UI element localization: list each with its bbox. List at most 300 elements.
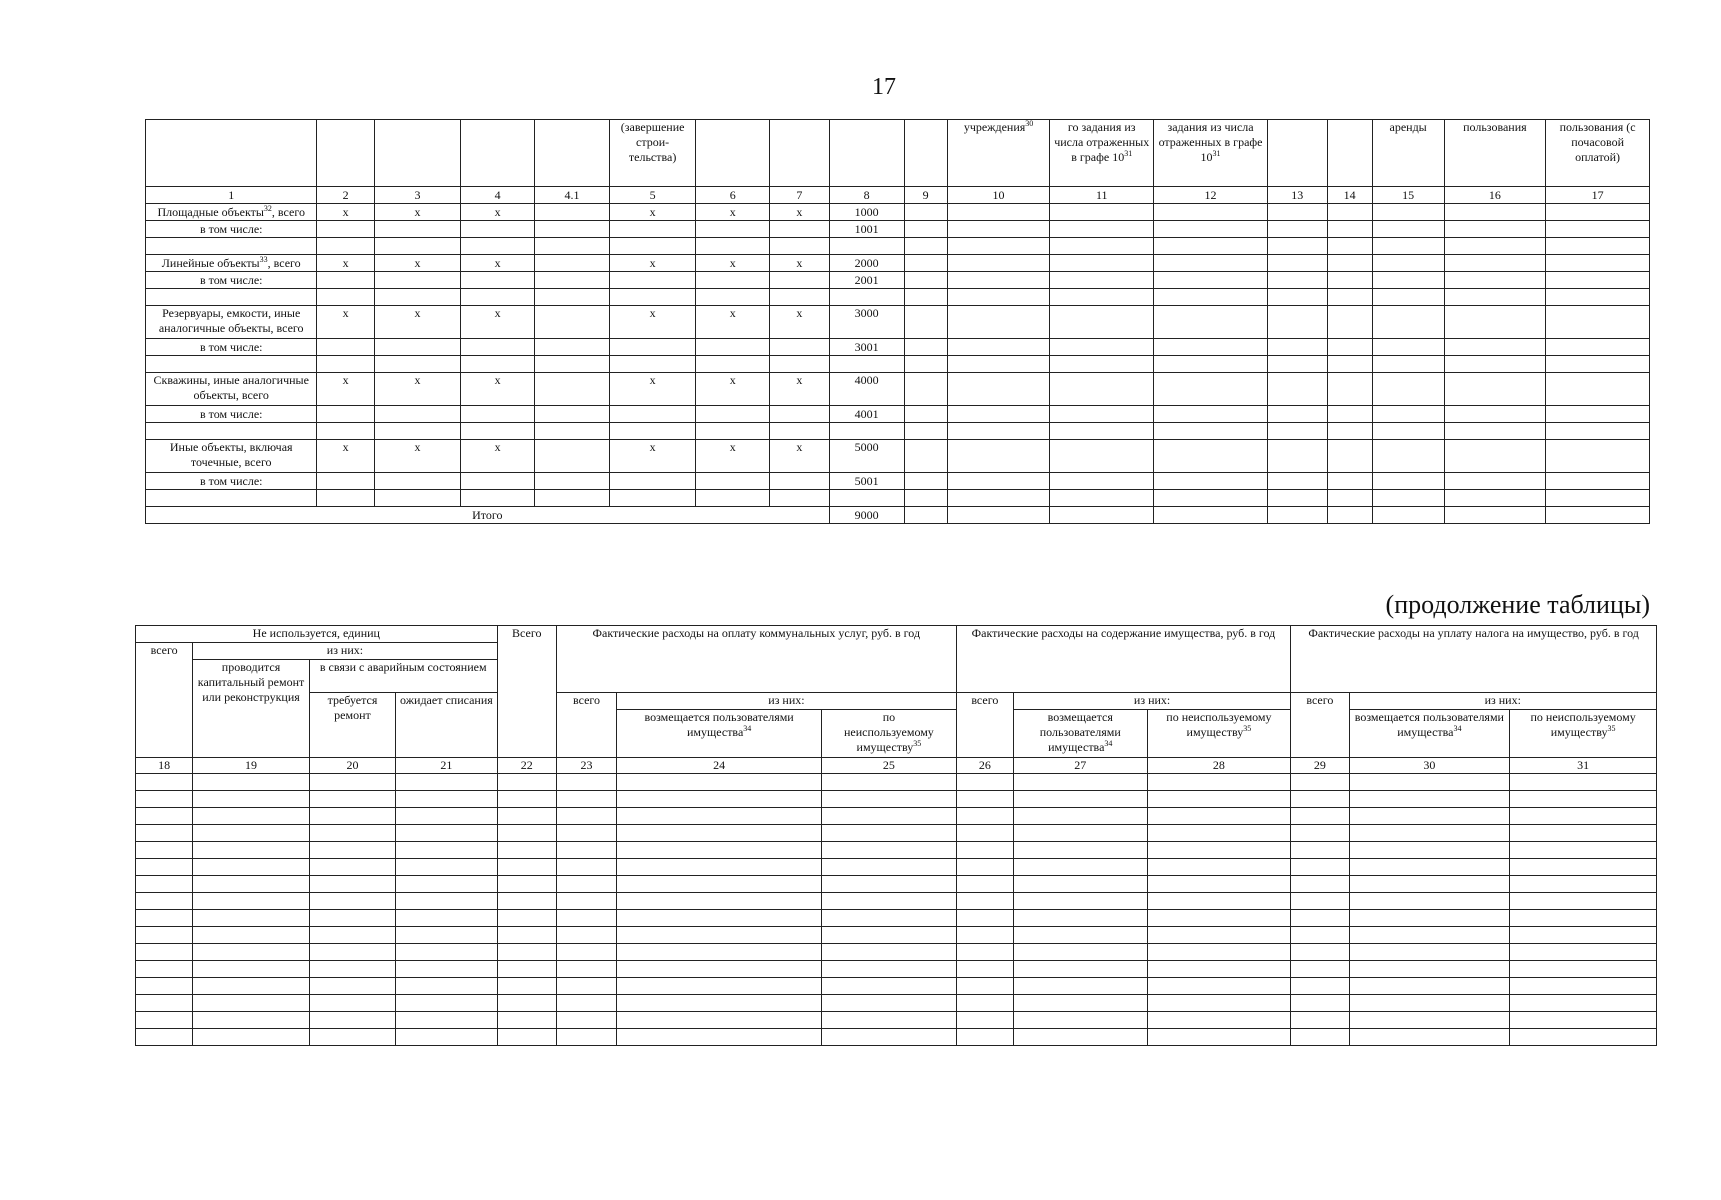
empty-cell (497, 910, 556, 927)
col-num: 18 (136, 758, 193, 774)
empty-cell (1013, 859, 1147, 876)
row-code: 5001 (829, 473, 904, 490)
empty-cell (136, 791, 193, 808)
empty-cell (1349, 825, 1510, 842)
empty-cell (1510, 961, 1657, 978)
empty-cell (1291, 808, 1349, 825)
mark-cell: x (374, 440, 460, 473)
empty-cell (617, 842, 822, 859)
empty-cell (1147, 978, 1291, 995)
table-row (136, 978, 1657, 995)
emergency-header: в связи с аварийным состоянием (309, 660, 497, 693)
not-used-header: Не используется, единиц (136, 626, 498, 643)
mark-cell: x (461, 255, 535, 272)
col-num: 29 (1291, 758, 1349, 774)
empty-cell (1510, 893, 1657, 910)
including-label: в том числе: (146, 339, 317, 356)
mark-cell: x (374, 204, 460, 221)
empty-cell (1510, 978, 1657, 995)
empty-cell (193, 791, 310, 808)
empty-cell (617, 927, 822, 944)
empty-cell (556, 944, 616, 961)
empty-cell (193, 876, 310, 893)
table-row (136, 808, 1657, 825)
empty-cell (497, 927, 556, 944)
col-num: 24 (617, 758, 822, 774)
table-row (136, 927, 1657, 944)
empty-cell (822, 842, 957, 859)
col-num: 4.1 (535, 187, 610, 204)
empty-cell (556, 825, 616, 842)
empty-cell (1147, 944, 1291, 961)
empty-cell (1013, 927, 1147, 944)
empty-cell (193, 978, 310, 995)
empty-cell (193, 825, 310, 842)
col-num: 12 (1154, 187, 1268, 204)
including-label: в том числе: (146, 406, 317, 423)
empty-cell (309, 1012, 395, 1029)
including-label: в том числе: (146, 221, 317, 238)
empty-cell (1291, 927, 1349, 944)
row-code: 2000 (829, 255, 904, 272)
empty-cell (1510, 859, 1657, 876)
empty-cell (617, 910, 822, 927)
empty-cell (956, 995, 1013, 1012)
table-row (136, 944, 1657, 961)
total-label: Итого (146, 507, 830, 524)
tax-of-which: из них: (1349, 693, 1657, 710)
col-num: 7 (770, 187, 830, 204)
empty-cell (956, 961, 1013, 978)
total-header: Всего (497, 626, 556, 758)
empty-cell (556, 876, 616, 893)
utilities-unused: по неиспользуемому имуществу$^{35}$ (822, 710, 957, 758)
mark-cell: x (696, 440, 770, 473)
empty-cell (1349, 1029, 1510, 1046)
mark-cell: x (610, 306, 696, 339)
empty-cell (497, 842, 556, 859)
empty-cell (497, 859, 556, 876)
empty-cell (1147, 876, 1291, 893)
mark-cell: x (696, 306, 770, 339)
empty-cell (1147, 927, 1291, 944)
empty-cell (1291, 1012, 1349, 1029)
empty-cell (1510, 995, 1657, 1012)
empty-cell (1147, 1029, 1291, 1046)
empty-cell (822, 961, 957, 978)
empty-cell (617, 893, 822, 910)
col-num: 1 (146, 187, 317, 204)
empty-cell (956, 876, 1013, 893)
col-num: 28 (1147, 758, 1291, 774)
empty-cell (956, 944, 1013, 961)
col-num: 27 (1013, 758, 1147, 774)
empty-cell (309, 944, 395, 961)
empty-cell (556, 774, 616, 791)
empty-cell (193, 1012, 310, 1029)
empty-cell (193, 774, 310, 791)
empty-cell (497, 1029, 556, 1046)
empty-cell (396, 1012, 497, 1029)
empty-cell (1013, 1029, 1147, 1046)
empty-cell (956, 910, 1013, 927)
empty-cell (956, 774, 1013, 791)
col-num: 2 (317, 187, 374, 204)
empty-cell (956, 978, 1013, 995)
empty-cell (1291, 825, 1349, 842)
empty-cell (396, 927, 497, 944)
empty-cell (822, 978, 957, 995)
utilities-of-which: из них: (617, 693, 957, 710)
empty-cell (1147, 961, 1291, 978)
object-label: Резервуары, емкости, иные аналогичные объекты, всего (146, 306, 317, 339)
empty-cell (956, 808, 1013, 825)
empty-cell (1013, 808, 1147, 825)
empty-cell (556, 842, 616, 859)
col-num: 19 (193, 758, 310, 774)
utilities-reimbursed: возмещается пользователями имущества$^{34}$ (617, 710, 822, 758)
maintenance-of-which: из них: (1013, 693, 1290, 710)
empty-cell (136, 944, 193, 961)
col-num: 5 (610, 187, 696, 204)
empty-cell (497, 808, 556, 825)
empty-cell (1013, 961, 1147, 978)
empty-cell (193, 944, 310, 961)
table-row (136, 876, 1657, 893)
empty-cell (497, 774, 556, 791)
empty-cell (497, 1012, 556, 1029)
including-row (146, 272, 1650, 289)
col-num: 15 (1372, 187, 1444, 204)
blank-row (146, 238, 1650, 255)
capital-repair-header: проводится капитальный ремонт или реконструкция (193, 660, 310, 758)
empty-cell (1291, 893, 1349, 910)
empty-cell (556, 859, 616, 876)
empty-cell (136, 1012, 193, 1029)
col-num: 22 (497, 758, 556, 774)
empty-cell (1510, 910, 1657, 927)
header-col-11: го задания из числа отраженных в графе $10^{31}$ (1050, 120, 1154, 187)
empty-cell (617, 808, 822, 825)
mark-cell: x (461, 306, 535, 339)
empty-cell (309, 859, 395, 876)
empty-cell (1013, 910, 1147, 927)
empty-cell (396, 910, 497, 927)
maintenance-reimbursed: возмещается пользователями имущества$^{34}$ (1013, 710, 1147, 758)
col-num: 30 (1349, 758, 1510, 774)
empty-cell (617, 1029, 822, 1046)
empty-cell (1147, 995, 1291, 1012)
empty-cell (617, 774, 822, 791)
empty-cell (956, 791, 1013, 808)
empty-cell (193, 995, 310, 1012)
mark-cell: x (770, 440, 830, 473)
empty-cell (617, 995, 822, 1012)
empty-cell (136, 876, 193, 893)
empty-cell (1147, 859, 1291, 876)
empty-cell (822, 893, 957, 910)
empty-cell (1349, 791, 1510, 808)
blank-row (146, 356, 1650, 373)
row-code: 4000 (829, 373, 904, 406)
empty-cell (1013, 995, 1147, 1012)
empty-cell (956, 1029, 1013, 1046)
empty-cell (1510, 1012, 1657, 1029)
mark-cell: x (770, 373, 830, 406)
empty-cell (617, 859, 822, 876)
mark-cell: x (374, 373, 460, 406)
table-row (136, 893, 1657, 910)
empty-cell (497, 893, 556, 910)
empty-cell (1510, 944, 1657, 961)
empty-cell (1291, 910, 1349, 927)
empty-cell (309, 842, 395, 859)
empty-cell (193, 1029, 310, 1046)
col-num: 3 (374, 187, 460, 204)
tax-total: всего (1291, 693, 1349, 758)
empty-cell (822, 774, 957, 791)
empty-cell (1510, 927, 1657, 944)
header-col-17: пользования (с почасовой оплатой) (1546, 120, 1650, 187)
row-code: 3000 (829, 306, 904, 339)
empty-cell (822, 1012, 957, 1029)
empty-cell (822, 859, 957, 876)
empty-cell (309, 893, 395, 910)
empty-cell (136, 842, 193, 859)
empty-cell (1349, 961, 1510, 978)
empty-cell (556, 961, 616, 978)
empty-cell (309, 995, 395, 1012)
col-num: 13 (1268, 187, 1328, 204)
of-which-label: из них: (193, 643, 497, 660)
object-row (146, 440, 1650, 473)
mark-cell: x (610, 373, 696, 406)
empty-cell (1291, 859, 1349, 876)
empty-cell (956, 1012, 1013, 1029)
mark-cell: x (374, 255, 460, 272)
empty-cell (396, 876, 497, 893)
col-num: 25 (822, 758, 957, 774)
empty-cell (1510, 791, 1657, 808)
empty-cell (1013, 1012, 1147, 1029)
empty-cell (193, 893, 310, 910)
empty-cell (396, 774, 497, 791)
mark-cell: x (696, 255, 770, 272)
empty-cell (822, 808, 957, 825)
empty-cell (193, 961, 310, 978)
empty-cell (136, 995, 193, 1012)
page-number: 17 (872, 74, 896, 100)
tax-header: Фактические расходы на уплату налога на имущество, руб. в год (1291, 626, 1657, 693)
empty-cell (136, 774, 193, 791)
mark-cell: x (770, 204, 830, 221)
empty-cell (193, 927, 310, 944)
col-num: 8 (829, 187, 904, 204)
empty-cell (1349, 978, 1510, 995)
mark-cell: x (610, 204, 696, 221)
empty-cell (136, 978, 193, 995)
col-num: 6 (696, 187, 770, 204)
mark-cell: x (696, 204, 770, 221)
col-num: 31 (1510, 758, 1657, 774)
empty-cell (396, 995, 497, 1012)
empty-cell (136, 859, 193, 876)
empty-cell (1013, 825, 1147, 842)
col-num: 21 (396, 758, 497, 774)
table-row (136, 1029, 1657, 1046)
utilities-header: Фактические расходы на оплату коммунальных услуг, руб. в год (556, 626, 956, 693)
row-code: 1000 (829, 204, 904, 221)
empty-cell (1147, 825, 1291, 842)
empty-cell (136, 910, 193, 927)
empty-cell (956, 859, 1013, 876)
empty-cell (617, 825, 822, 842)
empty-cell (309, 825, 395, 842)
empty-cell (822, 944, 957, 961)
empty-cell (136, 893, 193, 910)
mark-cell: x (770, 306, 830, 339)
total-row (146, 507, 1650, 524)
col-num: 17 (1546, 187, 1650, 204)
including-row (146, 339, 1650, 356)
empty-cell (1349, 774, 1510, 791)
expenses-table-bottom (135, 625, 1657, 1046)
empty-cell (309, 774, 395, 791)
row-code: 5000 (829, 440, 904, 473)
col-num: 4 (461, 187, 535, 204)
table-row (136, 842, 1657, 859)
mark-cell: x (770, 255, 830, 272)
mark-cell: x (461, 204, 535, 221)
empty-cell (136, 825, 193, 842)
empty-cell (1291, 944, 1349, 961)
mark-cell: x (317, 373, 374, 406)
empty-cell (1510, 774, 1657, 791)
empty-cell (556, 910, 616, 927)
empty-cell (822, 825, 957, 842)
empty-cell (556, 978, 616, 995)
empty-cell (497, 961, 556, 978)
mark-cell: x (610, 255, 696, 272)
empty-cell (956, 893, 1013, 910)
table-row (136, 1012, 1657, 1029)
empty-cell (1147, 808, 1291, 825)
empty-cell (309, 961, 395, 978)
empty-cell (822, 927, 957, 944)
utilities-total: всего (556, 693, 616, 758)
empty-cell (1510, 1029, 1657, 1046)
empty-cell (193, 842, 310, 859)
empty-cell (1349, 995, 1510, 1012)
row-code: 1001 (829, 221, 904, 238)
table-row (136, 859, 1657, 876)
empty-cell (556, 927, 616, 944)
header-col-5: (завершение строи- тельства) (610, 120, 696, 187)
empty-cell (1013, 978, 1147, 995)
empty-cell (617, 978, 822, 995)
maintenance-unused: по неиспользуемому имуществу$^{35}$ (1147, 710, 1291, 758)
header-col-10: учреждения$^{30}$ (947, 120, 1050, 187)
including-row (146, 406, 1650, 423)
empty-cell (1147, 842, 1291, 859)
empty-cell (1349, 910, 1510, 927)
empty-cell (1349, 927, 1510, 944)
empty-cell (309, 1029, 395, 1046)
mark-cell: x (317, 204, 374, 221)
empty-cell (309, 927, 395, 944)
mark-cell: x (610, 440, 696, 473)
empty-cell (556, 893, 616, 910)
empty-cell (956, 842, 1013, 859)
table-row (136, 774, 1657, 791)
blank-row (146, 490, 1650, 507)
empty-cell (1013, 876, 1147, 893)
empty-cell (497, 825, 556, 842)
table-row (136, 791, 1657, 808)
empty-cell (1291, 995, 1349, 1012)
blank-row (146, 423, 1650, 440)
object-row (146, 373, 1650, 406)
empty-cell (822, 791, 957, 808)
empty-cell (1349, 876, 1510, 893)
empty-cell (136, 961, 193, 978)
including-label: в том числе: (146, 473, 317, 490)
empty-cell (822, 876, 957, 893)
bottom-table-body (136, 774, 1657, 1046)
empty-cell (556, 1029, 616, 1046)
empty-cell (617, 1012, 822, 1029)
table-row (136, 910, 1657, 927)
empty-cell (396, 961, 497, 978)
empty-cell (617, 961, 822, 978)
row-code: 4001 (829, 406, 904, 423)
col-num: 23 (556, 758, 616, 774)
empty-cell (1349, 1012, 1510, 1029)
not-used-total: всего (136, 643, 193, 758)
empty-cell (497, 944, 556, 961)
needs-repair-header: требуется ремонт (309, 693, 395, 758)
empty-cell (822, 1029, 957, 1046)
empty-cell (1510, 842, 1657, 859)
tax-unused: по неиспользуемому имуществу$^{35}$ (1510, 710, 1657, 758)
col-num: 14 (1327, 187, 1372, 204)
empty-cell (136, 927, 193, 944)
empty-cell (556, 791, 616, 808)
empty-cell (497, 995, 556, 1012)
empty-cell (396, 842, 497, 859)
empty-cell (1349, 808, 1510, 825)
object-label: Площадные объекты$^{32}$, всего (146, 204, 317, 221)
empty-cell (1291, 1029, 1349, 1046)
total-code: 9000 (829, 507, 904, 524)
col-num: 26 (956, 758, 1013, 774)
empty-cell (136, 808, 193, 825)
empty-cell (396, 893, 497, 910)
empty-cell (556, 808, 616, 825)
mark-cell: x (317, 255, 374, 272)
continuation-label: (продолжение таблицы) (1385, 590, 1650, 619)
empty-cell (1291, 774, 1349, 791)
empty-cell (1147, 774, 1291, 791)
empty-cell (193, 910, 310, 927)
col-num: 11 (1050, 187, 1154, 204)
empty-cell (309, 791, 395, 808)
tax-reimbursed: возмещается пользователями имущества$^{34}$ (1349, 710, 1510, 758)
empty-cell (956, 927, 1013, 944)
empty-cell (1013, 774, 1147, 791)
empty-cell (1291, 791, 1349, 808)
empty-cell (396, 808, 497, 825)
